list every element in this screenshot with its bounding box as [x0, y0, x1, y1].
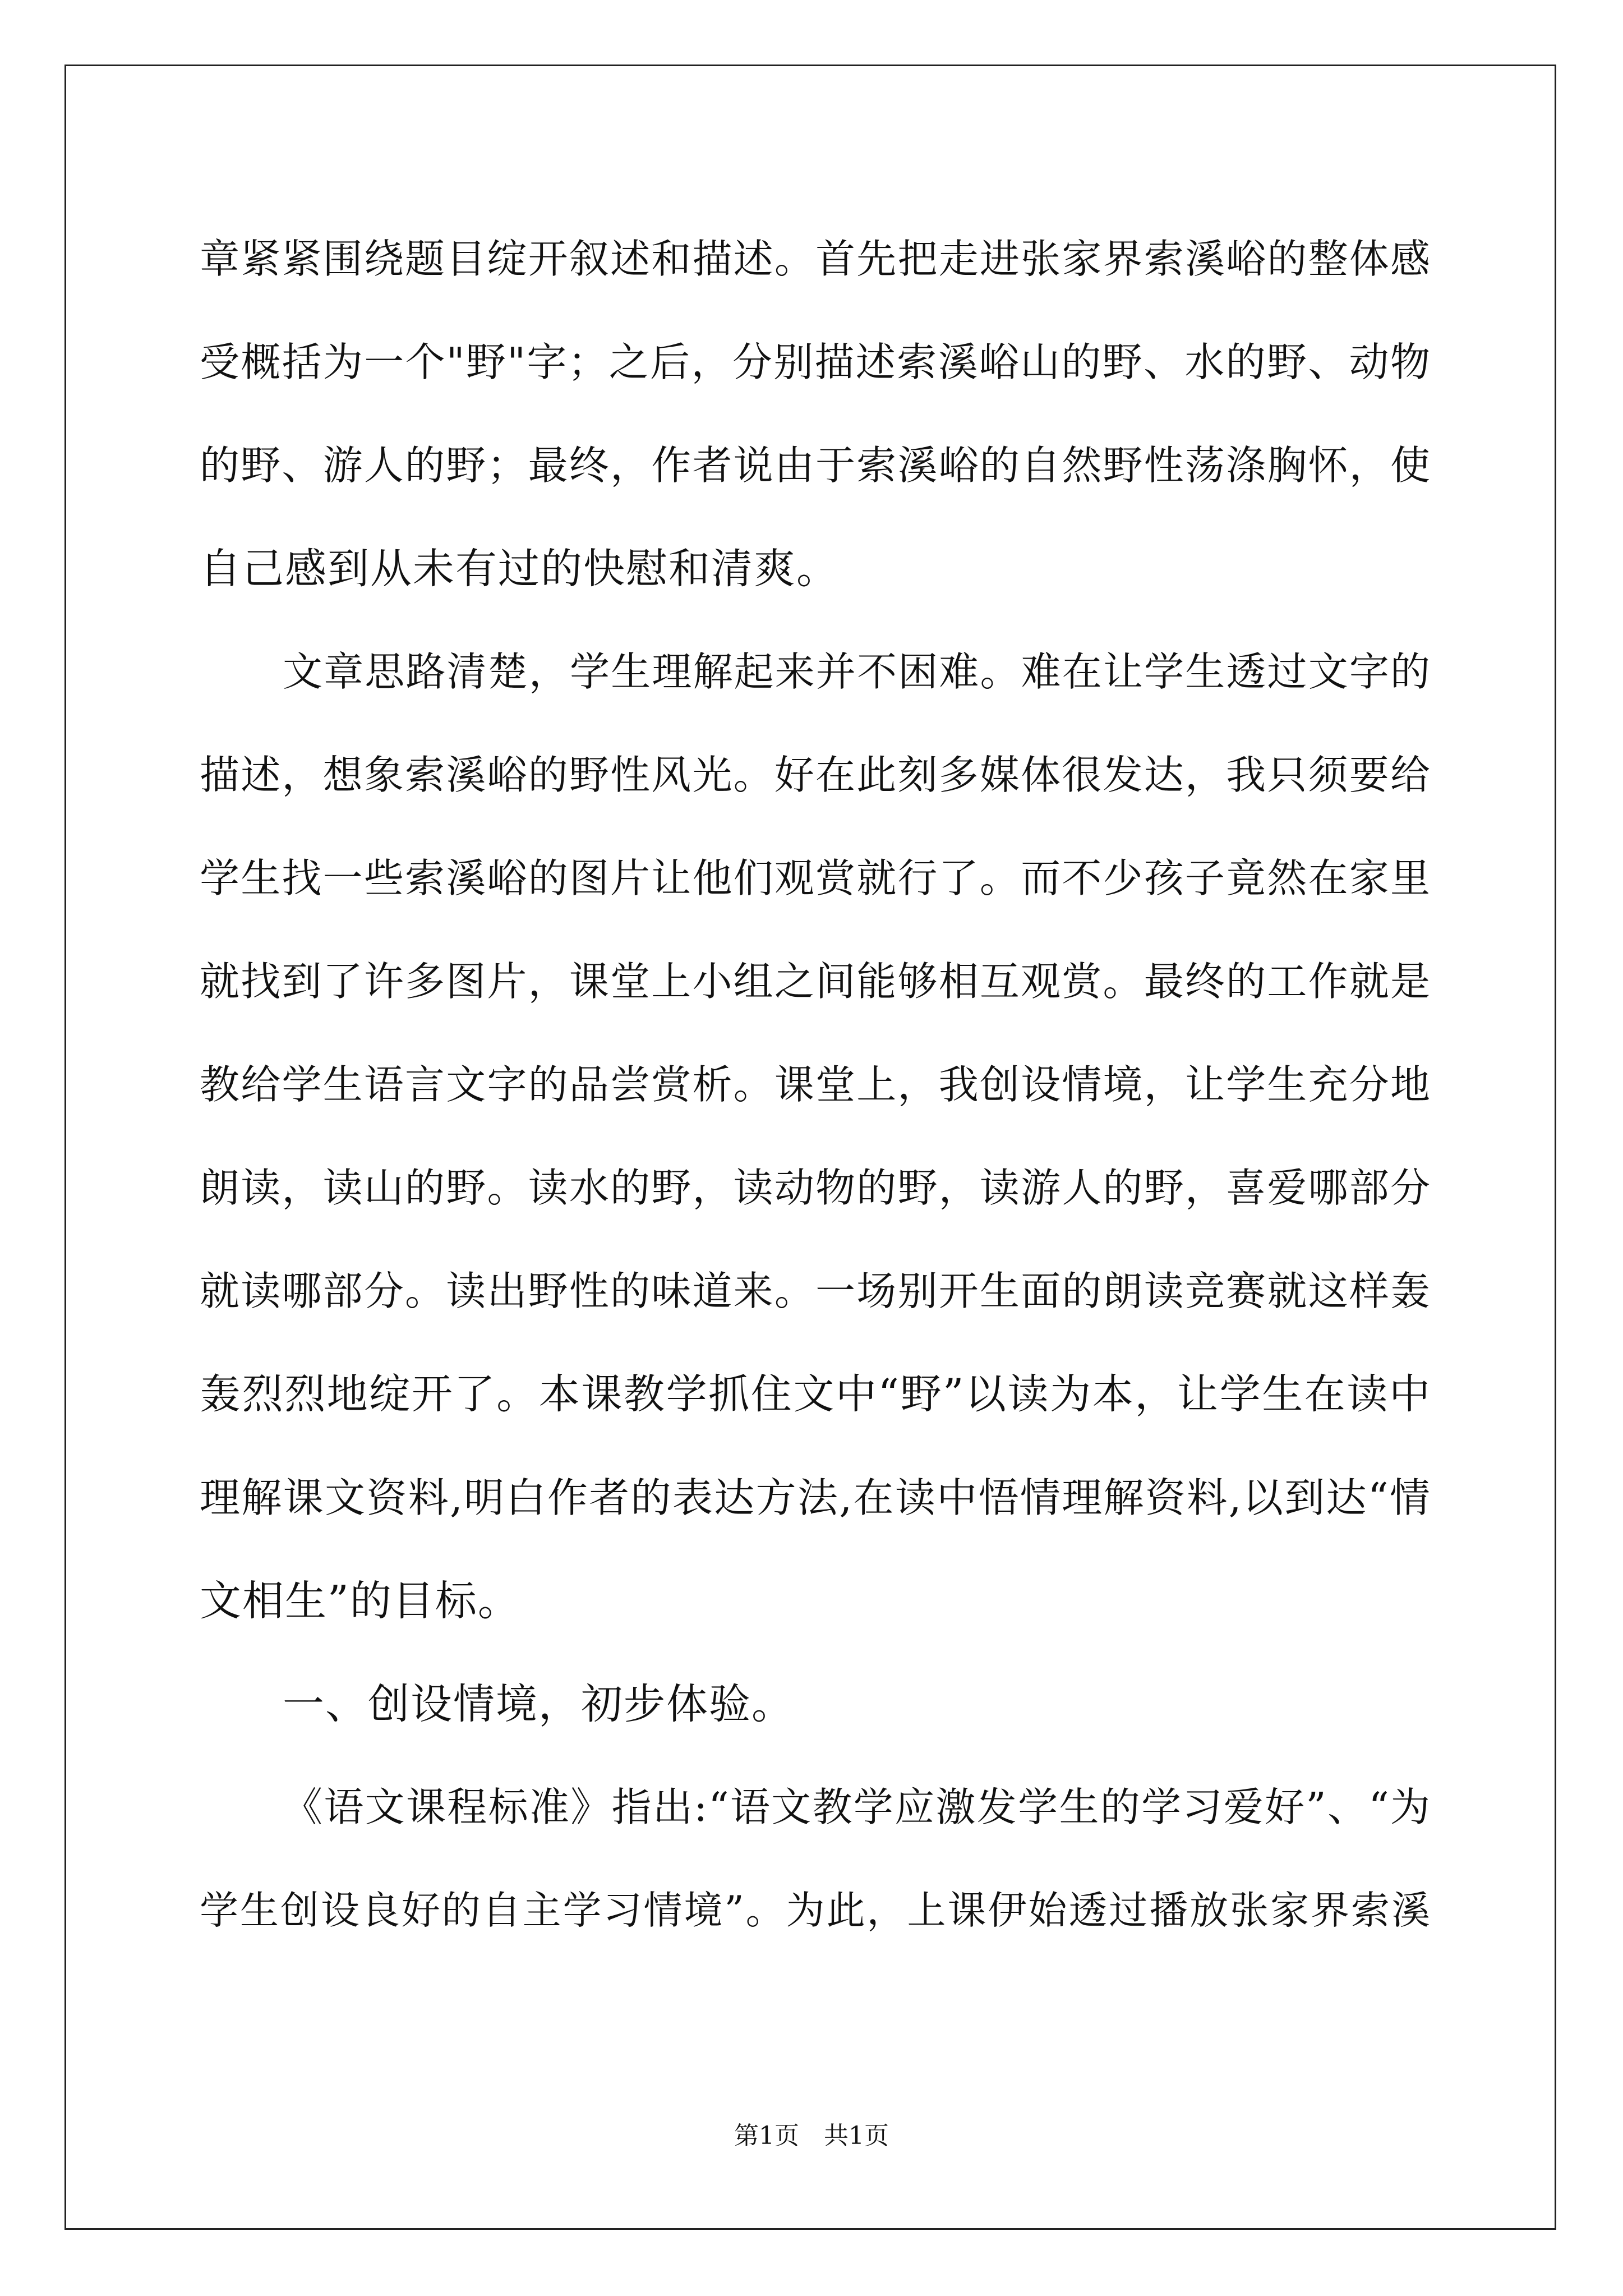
text-line: 受概括为一个"野"字；之后，分别描述索溪峪山的野、水的野、动物	[200, 339, 1431, 385]
text-line: 自己感到从未有过的快慰和清爽。	[200, 545, 839, 593]
text-line: 朗读，读山的野。读水的野，读动物的野，读游人的野，喜爱哪部分	[200, 1165, 1431, 1211]
text-line: 轰烈烈地绽开了。本课教学抓住文中“野”以读为本，让学生在读中	[200, 1370, 1431, 1418]
text-line: 学生找一些索溪峪的图片让他们观赏就行了。而不少孩子竟然在家里	[200, 855, 1431, 901]
text-line: 章紧紧围绕题目绽开叙述和描述。首先把走进张家界索溪峪的整体感	[200, 236, 1431, 282]
text-line: 文相生”的目标。	[200, 1577, 520, 1625]
text-line: 理解课文资料,明白作者的表达方法,在读中悟情理解资料,以到达“情	[200, 1474, 1431, 1521]
text-line: 教给学生语言文字的品尝赏析。课堂上，我创设情境，让学生充分地	[200, 1061, 1431, 1108]
page-footer: 第1页 共1页	[734, 2122, 889, 2150]
text-line: 的野、游人的野；最终，作者说由于索溪峪的自然野性荡涤胸怀，使	[200, 442, 1431, 489]
text-line: 《语文课程标准》指出:“语文教学应激发学生的学习爱好”、“为	[283, 1784, 1431, 1830]
text-line: 文章思路清楚，学生理解起来并不困难。难在让学生透过文字的	[283, 648, 1431, 695]
section-heading: 一、创设情境，初步体验。	[283, 1680, 794, 1728]
text-line: 描述，想象索溪峪的野性风光。好在此刻多媒体很发达，我只须要给	[200, 752, 1431, 798]
text-line: 就读哪部分。读出野性的味道来。一场别开生面的朗读竞赛就这样轰	[200, 1268, 1431, 1314]
text-line: 学生创设良好的自主学习情境”。为此，上课伊始透过播放张家界索溪	[200, 1888, 1431, 1933]
document-body	[200, 208, 1431, 1962]
text-line: 就找到了许多图片，课堂上小组之间能够相互观赏。最终的工作就是	[200, 958, 1431, 1005]
